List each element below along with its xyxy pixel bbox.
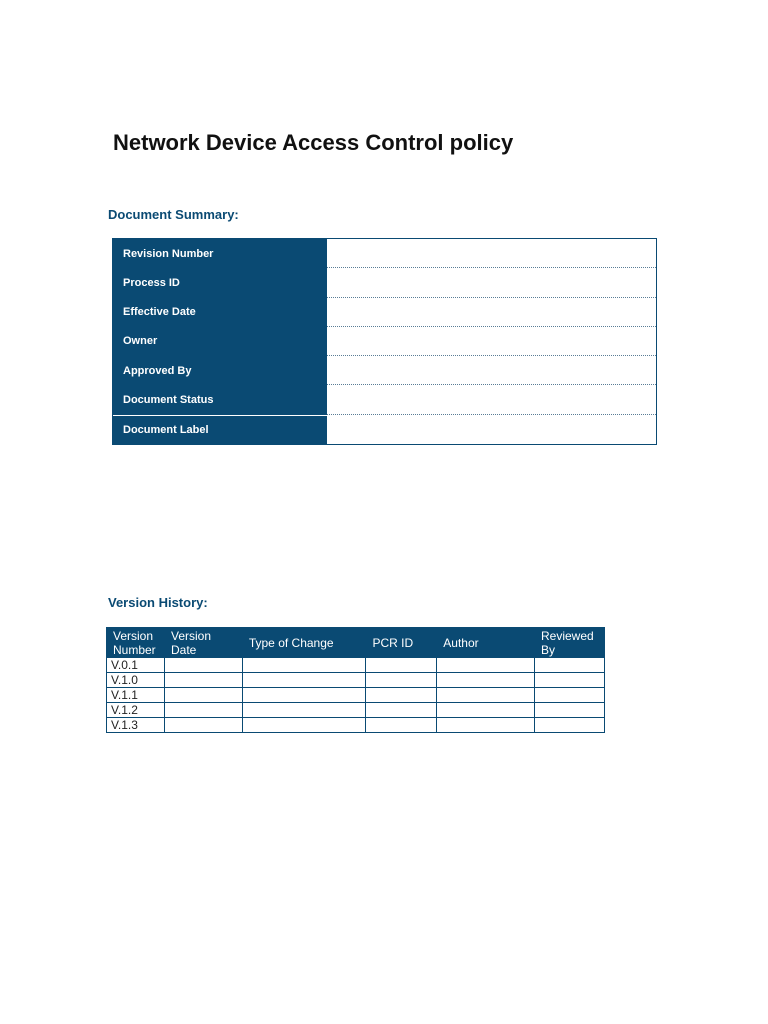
summary-table bbox=[112, 238, 657, 445]
column-header: PCR ID bbox=[366, 628, 437, 658]
summary-row-process-id bbox=[113, 268, 656, 297]
table-cell[interactable] bbox=[164, 658, 242, 673]
summary-label: Approved By bbox=[113, 356, 327, 385]
table-cell[interactable] bbox=[164, 703, 242, 718]
version-history-table bbox=[106, 627, 605, 733]
table-cell[interactable] bbox=[242, 673, 366, 688]
table-cell[interactable] bbox=[534, 703, 604, 718]
table-cell[interactable] bbox=[366, 718, 437, 733]
table-cell[interactable] bbox=[242, 718, 366, 733]
table-row bbox=[107, 703, 605, 718]
summary-row-effective-date bbox=[113, 298, 656, 327]
summary-row-document-label bbox=[113, 415, 656, 444]
column-header: Version Number bbox=[107, 628, 165, 658]
table-cell: V.1.3 bbox=[107, 718, 165, 733]
table-row bbox=[107, 673, 605, 688]
summary-row-owner bbox=[113, 327, 656, 356]
table-cell[interactable] bbox=[242, 658, 366, 673]
table-header-row bbox=[107, 628, 605, 658]
table-cell[interactable] bbox=[437, 658, 535, 673]
table-cell[interactable] bbox=[164, 688, 242, 703]
table-cell[interactable] bbox=[534, 688, 604, 703]
column-header: Type of Change bbox=[242, 628, 366, 658]
summary-label: Process ID bbox=[113, 268, 327, 297]
table-cell[interactable] bbox=[366, 703, 437, 718]
table-cell[interactable] bbox=[164, 673, 242, 688]
summary-value-field[interactable] bbox=[327, 327, 656, 356]
summary-row-approved-by bbox=[113, 356, 656, 385]
table-cell[interactable] bbox=[437, 673, 535, 688]
summary-value-field[interactable] bbox=[327, 385, 656, 414]
document-title: Network Device Access Control policy bbox=[113, 130, 514, 155]
summary-label: Document Status bbox=[113, 385, 327, 414]
table-cell[interactable] bbox=[437, 718, 535, 733]
table-row bbox=[107, 718, 605, 733]
summary-label: Effective Date bbox=[113, 298, 327, 327]
column-header: Author bbox=[437, 628, 535, 658]
table-cell[interactable] bbox=[437, 688, 535, 703]
table-cell[interactable] bbox=[437, 703, 535, 718]
summary-label: Document Label bbox=[113, 415, 327, 444]
table-cell: V.0.1 bbox=[107, 658, 165, 673]
summary-value-field[interactable] bbox=[327, 268, 656, 297]
table-cell[interactable] bbox=[534, 718, 604, 733]
table-cell[interactable] bbox=[366, 688, 437, 703]
table-row bbox=[107, 688, 605, 703]
summary-heading: Document Summary: bbox=[108, 207, 239, 222]
table-cell[interactable] bbox=[534, 658, 604, 673]
summary-row-revision-number bbox=[113, 239, 656, 268]
summary-row-document-status bbox=[113, 385, 656, 414]
column-header: Reviewed By bbox=[534, 628, 604, 658]
summary-value-field[interactable] bbox=[327, 298, 656, 327]
table-cell[interactable] bbox=[366, 673, 437, 688]
table-cell: V.1.2 bbox=[107, 703, 165, 718]
summary-value-field[interactable] bbox=[327, 356, 656, 385]
column-header: Version Date bbox=[164, 628, 242, 658]
table-cell[interactable] bbox=[164, 718, 242, 733]
summary-value-field[interactable] bbox=[327, 415, 656, 444]
table-cell: V.1.1 bbox=[107, 688, 165, 703]
table-cell[interactable] bbox=[242, 688, 366, 703]
summary-label: Revision Number bbox=[113, 239, 327, 268]
table-cell: V.1.0 bbox=[107, 673, 165, 688]
table-cell[interactable] bbox=[242, 703, 366, 718]
table-cell[interactable] bbox=[366, 658, 437, 673]
table-row bbox=[107, 658, 605, 673]
summary-value-field[interactable] bbox=[327, 239, 656, 268]
summary-label: Owner bbox=[113, 327, 327, 356]
version-history-heading: Version History: bbox=[108, 595, 208, 610]
table-cell[interactable] bbox=[534, 673, 604, 688]
